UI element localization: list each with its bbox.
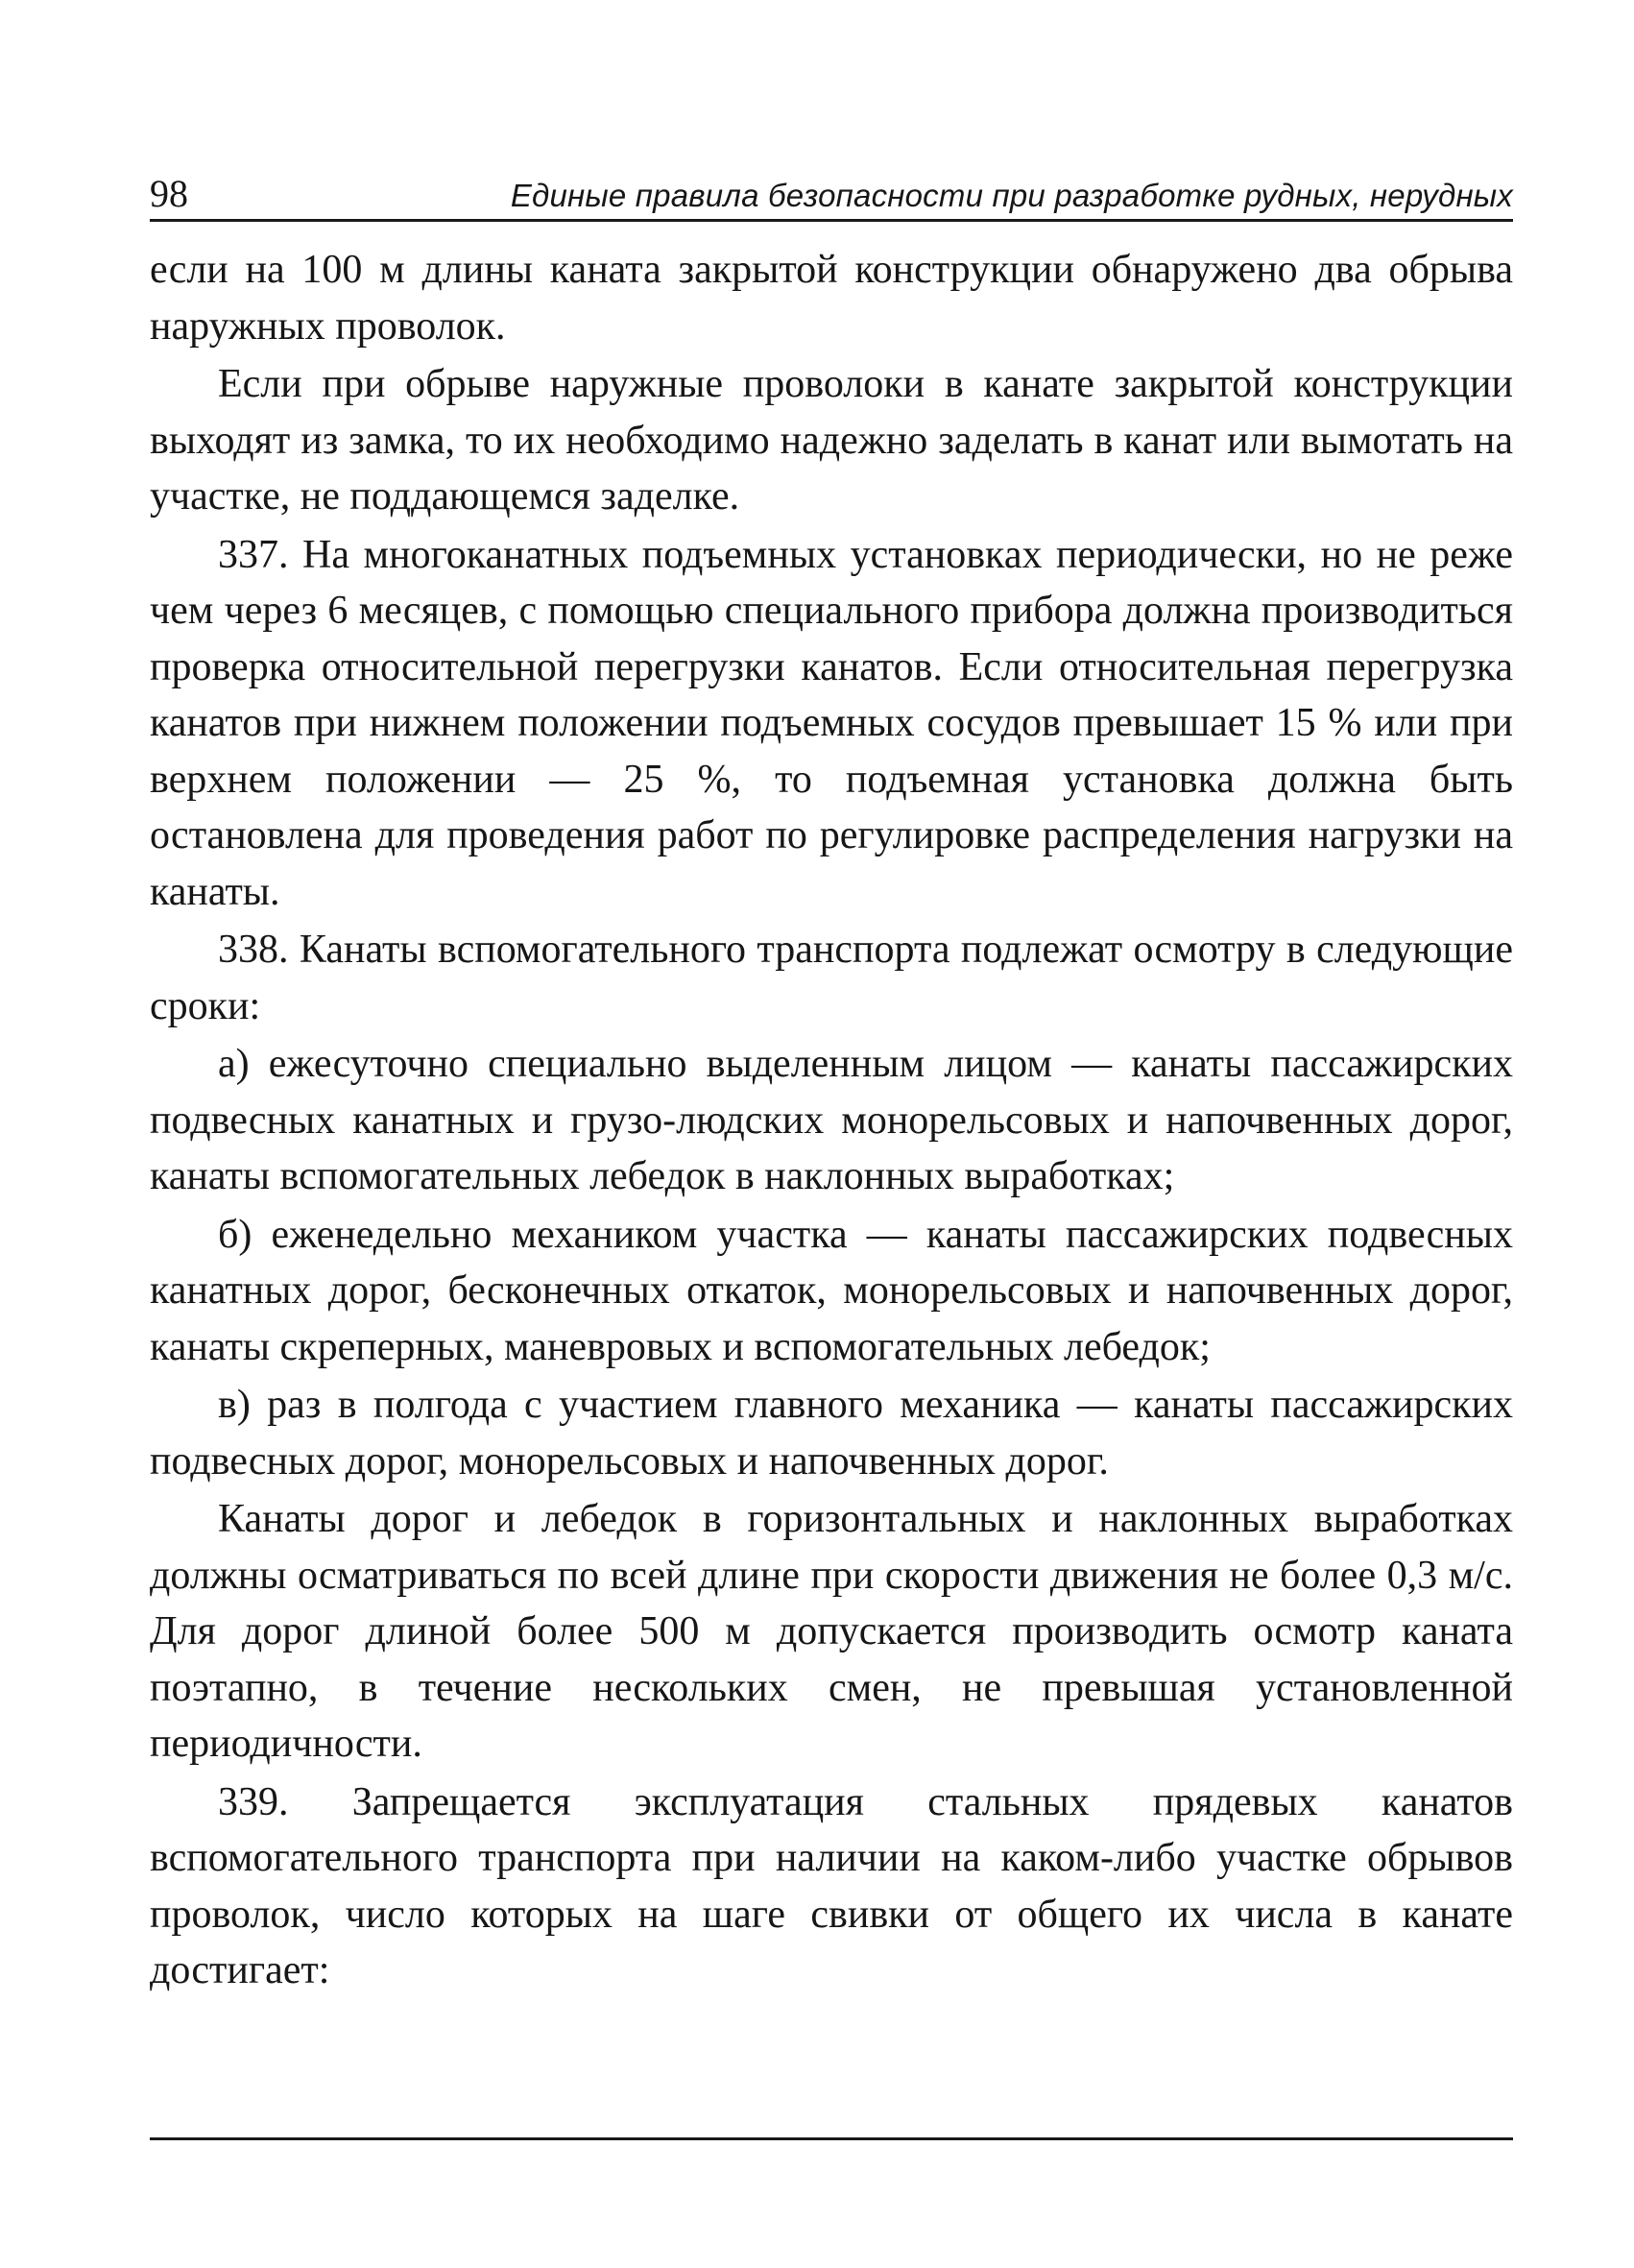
- paragraph-item-338-b: б) еженедельно механиком участка — канаты пассажирских подвесных канатных дорог, бесконечных откаток, монорельсовых и напочвенных дорог, канаты скреперных, маневровых и вспомогательных лебедок;: [150, 1212, 1513, 1369]
- paragraph-item-338-v: в) раз в полгода с участием главного механика — канаты пассажирских подвесных дорог, монорельсовых и напочвенных дорог.: [150, 1383, 1513, 1484]
- running-title: Единые правила безопасности при разработке рудных, нерудных: [510, 178, 1513, 213]
- paragraph-item-338: 338. Канаты вспомогательного транспорта подлежат осмотру в следующие сроки:: [150, 928, 1513, 1028]
- body-text: [150, 242, 1513, 2001]
- paragraph-continuation: если на 100 м длины каната закрытой конструкции обнаружено два обрыва наружных проволок.: [150, 248, 1513, 349]
- paragraph-inspection-speed: Канаты дорог и лебедок в горизонтальных и наклонных выработках должны осматриваться по всей длине при скорости движения не более 0,3 м/с. Для дорог длиной более 500 м допускается производить осмотр каната поэтапно, в течение нескольких смен, не превышая установленной периодичности.: [150, 1497, 1513, 1766]
- page-header: [150, 165, 1513, 222]
- paragraph-closed-rope-wire-breaks: Если при обрыве наружные проволоки в канате закрытой конструкции выходят из замка, то их необходимо надежно заделать в канат или вымотать на участке, не поддающемся заделке.: [150, 362, 1513, 519]
- paragraph-item-337: 337. На многоканатных подъемных установках периодически, но не реже чем через 6 месяцев, с помощью специального прибора должна производиться проверка относительной перегрузки канатов. Если относительная перегрузка канатов при нижнем положении подъемных сосудов превышает 15 % или при верхнем положении — 25 %, то подъемная установка должна быть остановлена для проведения работ по регулировке распределения нагрузки на канаты.: [150, 532, 1513, 914]
- paragraph-item-338-a: а) ежесуточно специально выделенным лицом — канаты пассажирских подвесных канатных и грузо-людских монорельсовых и напочвенных дорог, канаты вспомогательных лебедок в наклонных выработках;: [150, 1042, 1513, 1198]
- paragraph-item-339: 339. Запрещается эксплуатация стальных прядевых канатов вспомогательного транспорта при наличии на каком-либо участке обрывов проволок, число которых на шаге свивки от общего их числа в канате достигает:: [150, 1779, 1513, 1992]
- page-number: 98: [150, 172, 188, 215]
- footer-rule: [150, 2137, 1513, 2140]
